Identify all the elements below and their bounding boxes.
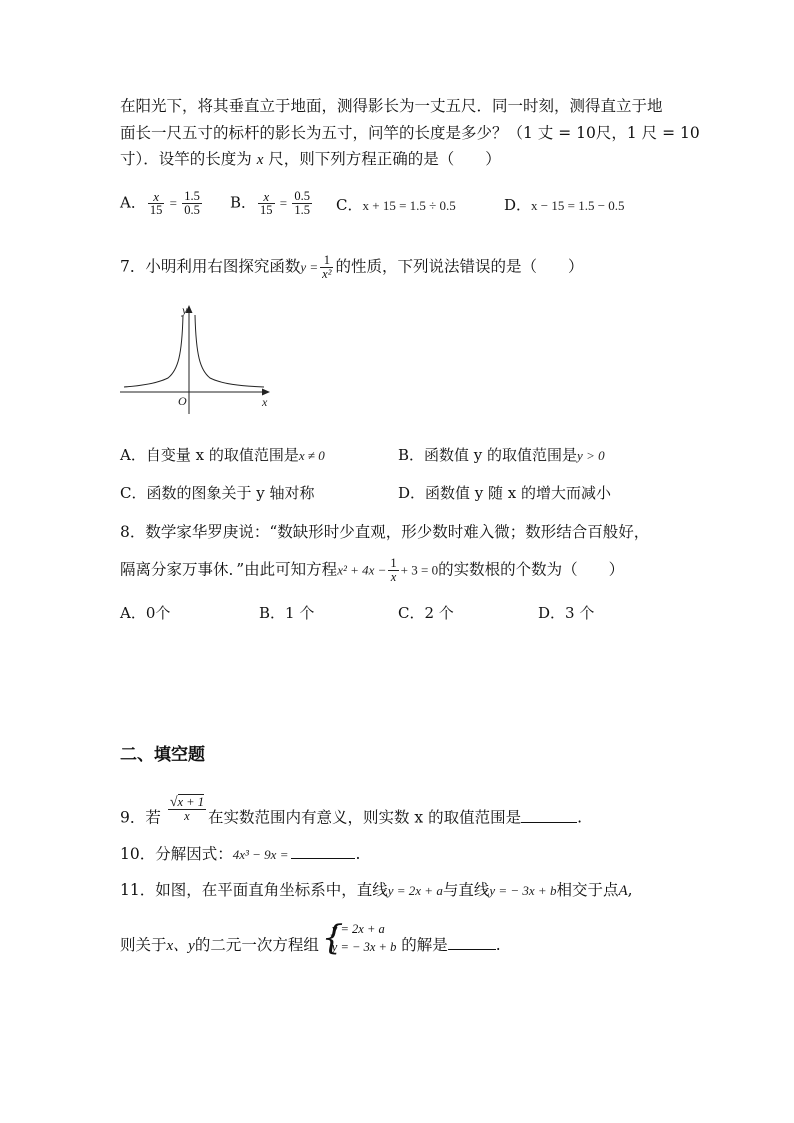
q6-line-3-pre: 寸）．设竿的长度为 — [120, 150, 257, 168]
fraction — [148, 190, 165, 217]
denominator: 1.5 — [294, 203, 310, 217]
q7-option-d[interactable]: D．函数值 y 随 x 的增大而减小 — [398, 484, 612, 502]
q8-line-2-pre: 隔离分家万事休．”由此可知方程 — [120, 560, 338, 579]
fraction — [292, 190, 312, 217]
sqrt-fraction — [168, 796, 206, 823]
q11-vars: x、y — [166, 938, 195, 954]
q11-line-2-pre: 则关于 — [120, 936, 167, 954]
option-text: B．函数值 y 的取值范围是 — [398, 446, 578, 464]
q7-stem — [120, 254, 583, 281]
numerator: 1.5 — [184, 189, 200, 203]
q6-option-a[interactable] — [120, 190, 204, 217]
q9-line — [120, 795, 583, 832]
q6-option-b[interactable] — [230, 190, 314, 217]
q10-pre: 10．分解因式： — [120, 845, 233, 863]
numerator: 0.5 — [294, 189, 310, 203]
q8-line-1: 8．数学家华罗庚说：“数缺形时少直观，形少数时难入微；数形结合百般好， — [120, 523, 650, 541]
q10-expression: 4x³ − 9x = — [232, 847, 289, 862]
q11-line-2-post: 的解是 — [401, 936, 448, 954]
q11-eq2: y = − 3x + b — [489, 883, 557, 898]
q9-answer-blank[interactable] — [521, 806, 577, 823]
denominator: x — [390, 570, 397, 584]
q11-line-1-pre: 11．如图，在平面直角坐标系中，直线 — [120, 881, 388, 899]
q11-line-2-mid: 的二元一次方程组 — [194, 936, 319, 954]
q7-option-c[interactable]: C．函数的图象关于 y 轴对称 — [120, 484, 315, 502]
q7-post: 的性质，下列说法错误的是（ ） — [335, 257, 584, 276]
q8-eq-left: x² + 4x − — [337, 562, 387, 578]
q8-line-2 — [120, 557, 624, 584]
q8-option-a[interactable]: A．0个 — [120, 604, 171, 622]
q11-end: . — [495, 936, 501, 954]
q6-line-2: 面长一尺五寸的标杆的影长为五寸，问竿的长度是多少？（1 丈 = 10尺，1 尺 = 10 — [120, 124, 700, 142]
fraction — [320, 254, 333, 281]
system-equation-1: { y = 2x + a — [331, 922, 385, 936]
section-heading: 二、填空题 — [120, 745, 205, 765]
q11-answer-blank[interactable] — [448, 933, 496, 950]
denominator: 15 — [260, 203, 273, 217]
option-expression: x + 15 = 1.5 ÷ 0.5 — [362, 198, 456, 213]
q7-option-a[interactable] — [120, 444, 325, 467]
q7-func-y: y = — [300, 259, 319, 275]
q6-line-3 — [120, 148, 501, 171]
x-axis-label: x — [262, 395, 268, 409]
option-label: A． — [120, 193, 146, 212]
q11-line-1-mid: 与直线 — [442, 881, 490, 899]
denominator: 0.5 — [184, 203, 200, 217]
q7-option-b[interactable] — [398, 444, 605, 467]
option-text: A．自变量 x 的取值范围是 — [120, 446, 299, 464]
numerator: x — [148, 190, 165, 204]
q11-eq1: y = 2x + a — [387, 883, 443, 898]
q11-line-2 — [120, 922, 501, 964]
q6-option-c[interactable] — [336, 194, 456, 217]
system-equation-2: y = − 3x + b — [331, 940, 397, 954]
sqrt-sign: √ — [169, 795, 178, 810]
denominator: 15 — [149, 203, 163, 217]
q9-pre: 9．若 — [120, 808, 161, 827]
origin-label: O — [178, 394, 187, 408]
option-label: D． — [504, 196, 532, 214]
option-label: C． — [336, 196, 363, 214]
fraction — [388, 557, 398, 584]
q11-point: A — [618, 883, 628, 899]
q6-line-3-post: 尺，则下列方程正确的是（ ） — [263, 150, 501, 168]
q7-function-graph — [110, 300, 280, 420]
equals: = — [166, 195, 181, 211]
curve-left-branch — [124, 315, 183, 387]
q9-end: . — [577, 808, 583, 827]
q10-answer-blank[interactable] — [291, 842, 355, 859]
q8-option-d[interactable]: D．3 个 — [538, 604, 595, 622]
q8-option-c[interactable]: C．2 个 — [398, 604, 454, 622]
denominator: x² — [322, 267, 332, 281]
q6-var-x: x — [256, 152, 264, 168]
sqrt-radicand: x + 1 — [177, 795, 204, 809]
numerator: 1 — [390, 556, 397, 570]
option-label: B． — [230, 193, 257, 212]
option-math: y > 0 — [577, 448, 605, 463]
option-math: x ≠ 0 — [298, 448, 325, 463]
denominator: x — [184, 809, 190, 823]
q9-post: 在实数范围内有意义，则实数 x 的取值范围是 — [207, 808, 522, 827]
q6-line-1: 在阳光下，将其垂直立于地面，测得影长为一丈五尺．同一时刻，测得直立于地 — [120, 97, 663, 115]
q11-line-1-post: 相交于点 — [556, 881, 619, 899]
q10-line — [120, 842, 360, 866]
option-expression: x − 15 = 1.5 − 0.5 — [531, 198, 625, 213]
q8-line-2-post: 的实数根的个数为（ ） — [438, 560, 625, 579]
y-axis-label: y — [182, 303, 188, 317]
q8-eq-right: + 3 = 0 — [400, 562, 439, 578]
q6-option-d[interactable] — [504, 194, 625, 217]
numerator: 1 — [320, 254, 333, 268]
equation-system — [324, 920, 397, 956]
q11-line-1-end: , — [627, 881, 633, 899]
sqrt-numerator — [168, 796, 206, 810]
equals: = — [276, 195, 291, 211]
q7-pre: 7．小明利用右图探究函数 — [120, 257, 301, 276]
curve-right-branch — [195, 315, 264, 387]
fraction — [258, 190, 275, 217]
fraction — [182, 190, 202, 217]
q8-option-b[interactable]: B．1 个 — [259, 604, 315, 622]
q11-line-1 — [120, 879, 633, 902]
numerator: x — [258, 190, 275, 204]
q10-end: . — [355, 845, 361, 863]
